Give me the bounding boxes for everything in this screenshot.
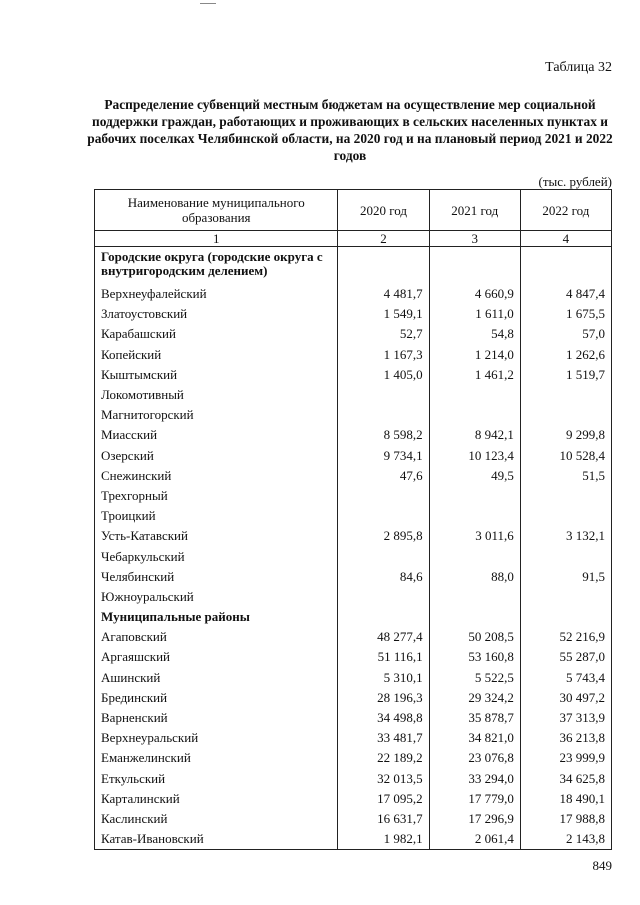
table-row [95, 647, 612, 667]
value-2021-cell: 3 011,6 [429, 526, 520, 546]
value-2022-cell: 30 497,2 [520, 688, 611, 708]
value-2021-cell: 34 821,0 [429, 728, 520, 748]
value-2020-cell: 28 196,3 [338, 688, 429, 708]
value-2022-cell: 36 213,8 [520, 728, 611, 748]
value-2021-cell [429, 385, 520, 405]
municipality-cell: Карталинский [95, 789, 338, 809]
value-2021-cell: 1 461,2 [429, 365, 520, 385]
table-row [95, 425, 612, 445]
table-row [95, 546, 612, 566]
value-2021-cell: 1 611,0 [429, 304, 520, 324]
value-2021-cell: 4 660,9 [429, 284, 520, 304]
column-number-1: 1 [95, 231, 338, 247]
scan-artifact [200, 3, 216, 4]
municipality-cell: Озерский [95, 446, 338, 466]
table-row [95, 506, 612, 526]
value-2020-cell [338, 587, 429, 607]
column-number-3: 3 [429, 231, 520, 247]
municipality-cell: Златоустовский [95, 304, 338, 324]
value-2021-cell: 50 208,5 [429, 627, 520, 647]
value-2020-cell: 4 481,7 [338, 284, 429, 304]
municipality-cell: Локомотивный [95, 385, 338, 405]
municipality-cell: Агаповский [95, 627, 338, 647]
municipality-cell: Магнитогорский [95, 405, 338, 425]
value-2022-cell: 34 625,8 [520, 769, 611, 789]
value-2021-cell: 1 214,0 [429, 345, 520, 365]
table-row [95, 567, 612, 587]
value-2020-cell [338, 607, 429, 627]
value-2021-cell [429, 247, 520, 285]
value-2022-cell [520, 546, 611, 566]
value-2021-cell: 10 123,4 [429, 446, 520, 466]
value-2020-cell [338, 385, 429, 405]
value-2020-cell: 33 481,7 [338, 728, 429, 748]
municipality-cell: Муниципальные районы [95, 607, 338, 627]
section-header-row [95, 247, 612, 285]
value-2021-cell: 33 294,0 [429, 769, 520, 789]
table-row [95, 486, 612, 506]
municipality-cell: Еткульский [95, 769, 338, 789]
value-2021-cell [429, 405, 520, 425]
table-column-numbers-row [95, 231, 612, 247]
municipality-cell: Усть-Катавский [95, 526, 338, 546]
table-row [95, 385, 612, 405]
municipality-cell: Кыштымский [95, 365, 338, 385]
table-row [95, 627, 612, 647]
table-row [95, 728, 612, 748]
table-row [95, 446, 612, 466]
value-2020-cell: 1 405,0 [338, 365, 429, 385]
table-row [95, 466, 612, 486]
value-2021-cell [429, 607, 520, 627]
municipality-cell: Копейский [95, 345, 338, 365]
value-2021-cell: 29 324,2 [429, 688, 520, 708]
value-2022-cell: 3 132,1 [520, 526, 611, 546]
value-2022-cell [520, 247, 611, 285]
value-2022-cell: 23 999,9 [520, 748, 611, 768]
value-2020-cell: 1 549,1 [338, 304, 429, 324]
table-row [95, 708, 612, 728]
value-2022-cell: 1 519,7 [520, 365, 611, 385]
value-2020-cell: 9 734,1 [338, 446, 429, 466]
unit-label: (тыс. рублей) [538, 174, 612, 189]
column-number-2: 2 [338, 231, 429, 247]
value-2022-cell [520, 405, 611, 425]
municipality-cell: Брединский [95, 688, 338, 708]
municipality-cell: Аргаяшский [95, 647, 338, 667]
value-2020-cell [338, 486, 429, 506]
municipality-cell: Миасский [95, 425, 338, 445]
value-2020-cell: 16 631,7 [338, 809, 429, 829]
value-2022-cell: 1 262,6 [520, 345, 611, 365]
value-2022-cell [520, 506, 611, 526]
table-row [95, 668, 612, 688]
header-2021: 2021 год [429, 190, 520, 231]
table-row [95, 688, 612, 708]
value-2022-cell: 1 675,5 [520, 304, 611, 324]
value-2021-cell: 17 296,9 [429, 809, 520, 829]
municipality-cell: Троицкий [95, 506, 338, 526]
municipality-cell: Снежинский [95, 466, 338, 486]
value-2022-cell: 55 287,0 [520, 647, 611, 667]
table-row [95, 345, 612, 365]
municipality-cell: Верхнеуральский [95, 728, 338, 748]
value-2020-cell [338, 247, 429, 285]
value-2022-cell [520, 587, 611, 607]
value-2022-cell: 52 216,9 [520, 627, 611, 647]
value-2021-cell: 17 779,0 [429, 789, 520, 809]
value-2020-cell: 47,6 [338, 466, 429, 486]
value-2021-cell: 54,8 [429, 324, 520, 344]
table-row [95, 769, 612, 789]
value-2020-cell: 48 277,4 [338, 627, 429, 647]
value-2021-cell: 8 942,1 [429, 425, 520, 445]
table-row [95, 829, 612, 850]
page-number: 849 [592, 858, 612, 873]
table-row [95, 324, 612, 344]
value-2021-cell [429, 546, 520, 566]
municipality-cell: Катав-Ивановский [95, 829, 338, 850]
municipality-cell: Каслинский [95, 809, 338, 829]
value-2020-cell: 8 598,2 [338, 425, 429, 445]
municipality-cell: Верхнеуфалейский [95, 284, 338, 304]
value-2021-cell: 35 878,7 [429, 708, 520, 728]
municipality-cell: Ашинский [95, 668, 338, 688]
value-2020-cell: 17 095,2 [338, 789, 429, 809]
value-2022-cell: 51,5 [520, 466, 611, 486]
value-2022-cell: 4 847,4 [520, 284, 611, 304]
header-municipality: Наименование муниципального образования [95, 190, 338, 231]
header-2022: 2022 год [520, 190, 611, 231]
section-header-row [95, 607, 612, 627]
municipality-cell: Челябинский [95, 567, 338, 587]
value-2021-cell: 88,0 [429, 567, 520, 587]
table-row [95, 809, 612, 829]
municipality-cell: Карабашский [95, 324, 338, 344]
column-number-4: 4 [520, 231, 611, 247]
value-2022-cell: 17 988,8 [520, 809, 611, 829]
municipality-cell: Южноуральский [95, 587, 338, 607]
table-header-row [95, 190, 612, 231]
value-2022-cell: 37 313,9 [520, 708, 611, 728]
value-2020-cell: 51 116,1 [338, 647, 429, 667]
value-2022-cell: 18 490,1 [520, 789, 611, 809]
value-2020-cell: 34 498,8 [338, 708, 429, 728]
table-row [95, 587, 612, 607]
value-2020-cell: 5 310,1 [338, 668, 429, 688]
municipality-cell: Еманжелинский [95, 748, 338, 768]
value-2021-cell [429, 587, 520, 607]
table-row [95, 284, 612, 304]
value-2020-cell: 22 189,2 [338, 748, 429, 768]
municipality-cell: Городские округа (городские округа с внутригородским делением) [95, 247, 338, 285]
municipality-cell: Трехгорный [95, 486, 338, 506]
value-2021-cell [429, 486, 520, 506]
value-2020-cell: 1 167,3 [338, 345, 429, 365]
value-2020-cell: 32 013,5 [338, 769, 429, 789]
value-2022-cell: 10 528,4 [520, 446, 611, 466]
table-row [95, 526, 612, 546]
value-2022-cell: 5 743,4 [520, 668, 611, 688]
value-2022-cell: 9 299,8 [520, 425, 611, 445]
value-2020-cell: 84,6 [338, 567, 429, 587]
value-2021-cell [429, 506, 520, 526]
value-2020-cell: 52,7 [338, 324, 429, 344]
table-row [95, 304, 612, 324]
subsidy-table [94, 189, 612, 850]
value-2021-cell: 2 061,4 [429, 829, 520, 850]
page-title: Распределение субвенций местным бюджетам на осуществление мер социальной поддержки граждан, работающих и проживающих в сельских населенных пунктах и рабочих поселках Челябинской области, на 2020 год и на плановый период 2021 и 2022 годов [87, 97, 613, 163]
value-2021-cell: 23 076,8 [429, 748, 520, 768]
value-2021-cell: 53 160,8 [429, 647, 520, 667]
value-2022-cell [520, 385, 611, 405]
value-2020-cell [338, 546, 429, 566]
table-body [95, 247, 612, 850]
value-2021-cell: 49,5 [429, 466, 520, 486]
value-2020-cell [338, 405, 429, 425]
value-2020-cell: 1 982,1 [338, 829, 429, 850]
value-2020-cell [338, 506, 429, 526]
municipality-cell: Варненский [95, 708, 338, 728]
value-2022-cell: 91,5 [520, 567, 611, 587]
table-row [95, 748, 612, 768]
table-label: Таблица 32 [545, 60, 612, 75]
value-2022-cell: 2 143,8 [520, 829, 611, 850]
value-2022-cell [520, 607, 611, 627]
table-row [95, 365, 612, 385]
header-2020: 2020 год [338, 190, 429, 231]
value-2020-cell: 2 895,8 [338, 526, 429, 546]
municipality-cell: Чебаркульский [95, 546, 338, 566]
value-2022-cell: 57,0 [520, 324, 611, 344]
value-2022-cell [520, 486, 611, 506]
value-2021-cell: 5 522,5 [429, 668, 520, 688]
table-row [95, 789, 612, 809]
table-row [95, 405, 612, 425]
